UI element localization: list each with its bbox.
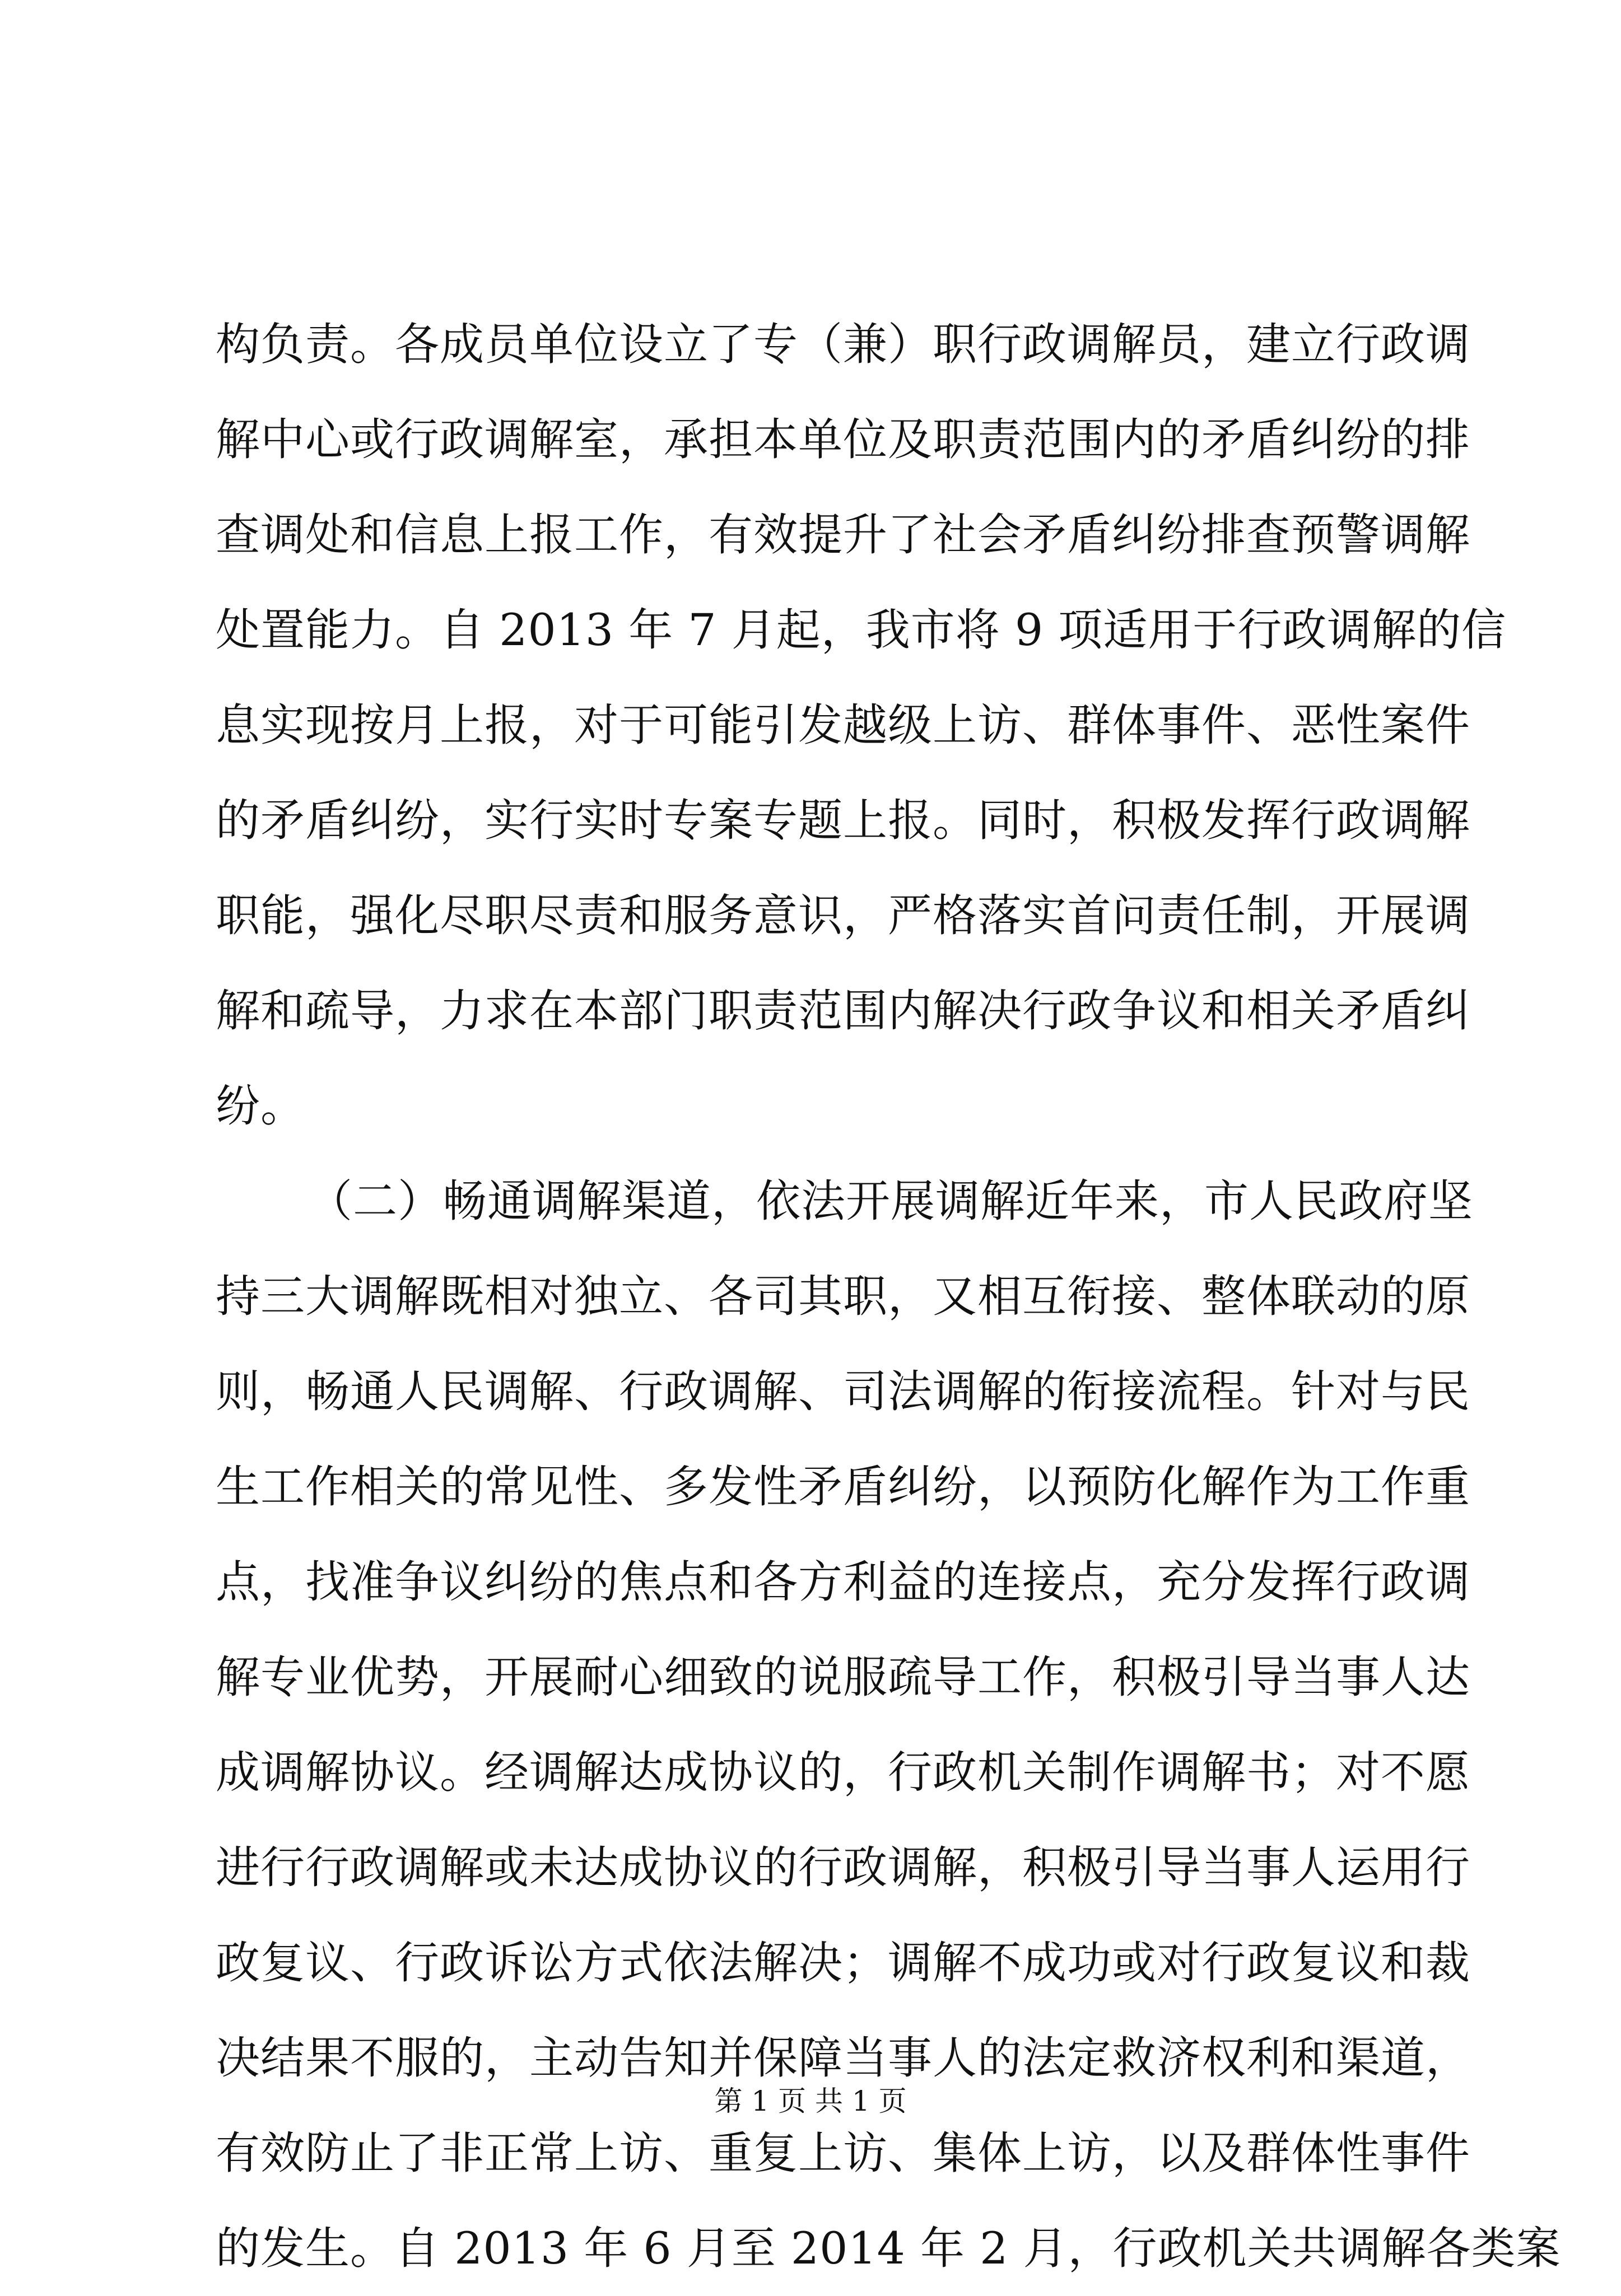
text-line-9: 纷。: [216, 1080, 305, 1132]
text-line-2: 解中心或行政调解室，承担本单位及职责范围内的矛盾纠纷的排: [216, 414, 1470, 465]
page-footer: 第 1 页 共 1 页: [714, 2085, 907, 2117]
text-line-11: 持三大调解既相对独立、各司其职，又相互衔接、整体联动的原: [216, 1271, 1470, 1322]
text-line-16: 成调解协议。经调解达成协议的，行政机关制作调解书；对不愿: [216, 1747, 1470, 1798]
text-line-20: 有效防止了非正常上访、重复上访、集体上访，以及群体性事件: [216, 2127, 1470, 2179]
text-line-12: 则，畅通人民调解、行政调解、司法调解的衔接流程。针对与民: [216, 1366, 1470, 1417]
text-line-1: 构负责。各成员单位设立了专（兼）职行政调解员，建立行政调: [216, 319, 1470, 370]
text-line-3: 查调处和信息上报工作，有效提升了社会矛盾纠纷排查预警调解: [216, 509, 1470, 561]
text-line-18: 政复议、行政诉讼方式依法解决；调解不成功或对行政复议和裁: [216, 1937, 1470, 1989]
text-line-17: 进行行政调解或未达成协议的行政调解，积极引导当事人运用行: [216, 1842, 1470, 1893]
text-line-21: 的发生。自 2013 年 6 月至 2014 年 2 月，行政机关共调解各类案: [216, 2223, 1561, 2274]
text-line-7: 职能，强化尽职尽责和服务意识，严格落实首问责任制，开展调: [216, 890, 1470, 941]
text-line-15: 解专业优势，开展耐心细致的说服疏导工作，积极引导当事人达: [216, 1651, 1470, 1703]
text-line-14: 点，找准争议纠纷的焦点和各方利益的连接点，充分发挥行政调: [216, 1556, 1470, 1608]
text-line-8: 解和疏导，力求在本部门职责范围内解决行政争议和相关矛盾纠: [216, 985, 1470, 1037]
body-text: [216, 297, 1561, 2296]
text-line-6: 的矛盾纠纷，实行实时专案专题上报。同时，积极发挥行政调解: [216, 795, 1470, 846]
text-line-19: 决结果不服的，主动告知并保障当事人的法定救济权利和渠道，: [216, 2032, 1470, 2084]
text-line-5: 息实现按月上报，对于可能引发越级上访、群体事件、恶性案件: [216, 699, 1470, 751]
text-line-4: 处置能力。自 2013 年 7 月起，我市将 9 项适用于行政调解的信: [216, 604, 1507, 656]
section-heading-line: （二）畅通调解渠道，依法开展调解近年来，市人民政府坚: [308, 1175, 1473, 1227]
text-line-13: 生工作相关的常见性、多发性矛盾纠纷，以预防化解作为工作重: [216, 1461, 1470, 1513]
